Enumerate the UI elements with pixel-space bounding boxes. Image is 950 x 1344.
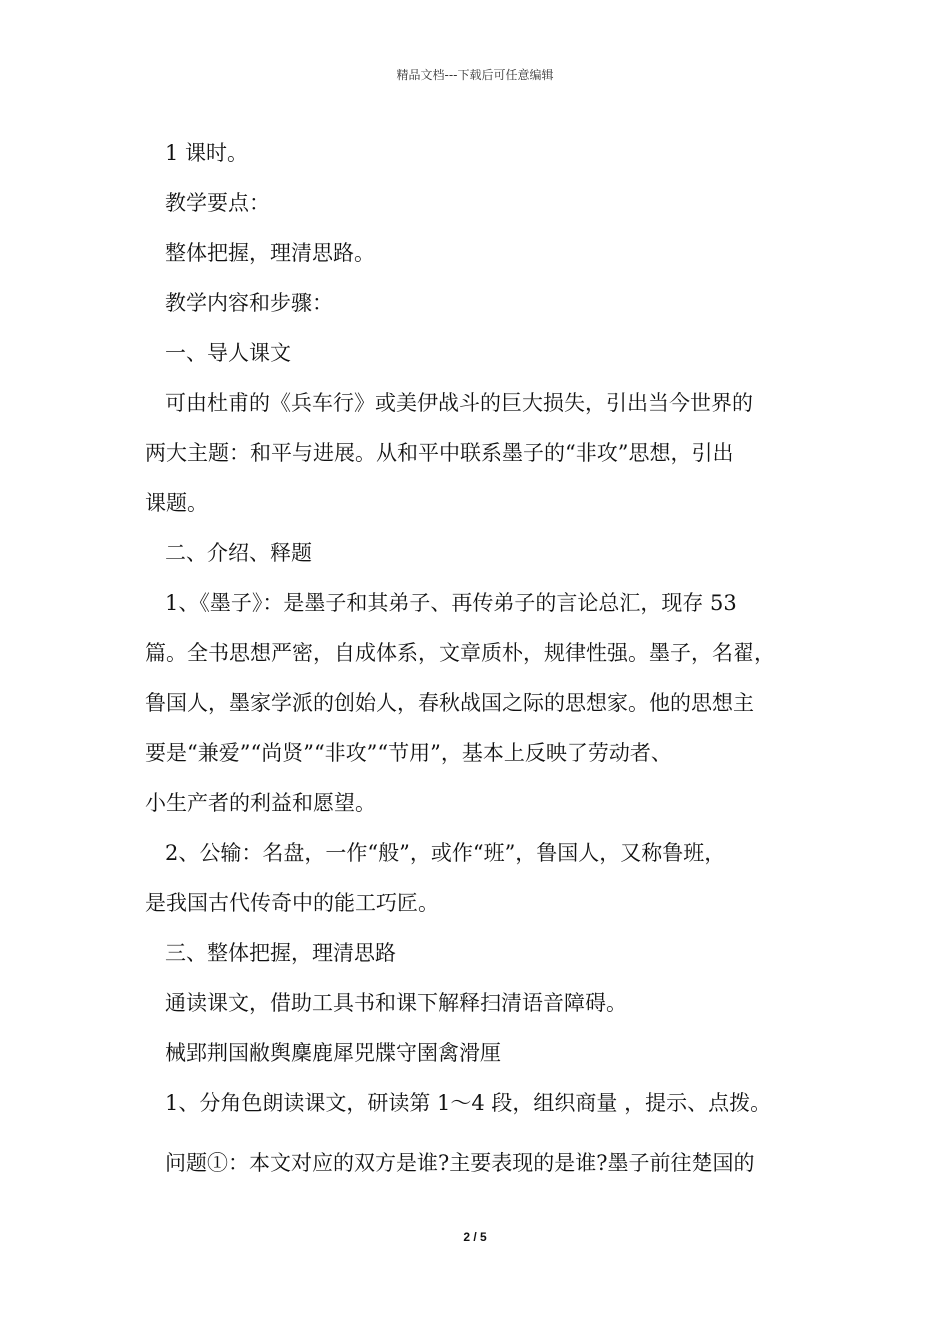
text-line: 整体把握，理清思路。 — [165, 241, 375, 265]
document-body — [145, 128, 825, 1188]
text-line: 小生产者的利益和愿望。 — [145, 791, 376, 815]
text-line: 1 课时。 — [165, 141, 249, 165]
text-line: 教学要点： — [165, 191, 270, 215]
text-line: 问题①：本文对应的双方是谁?主要表现的是谁?墨子前往楚国的 — [165, 1151, 755, 1175]
text-line: 教学内容和步骤： — [165, 291, 333, 315]
text-line: 1、《墨子》：是墨子和其弟子、再传弟子的言论总汇，现存 53 — [165, 591, 737, 615]
page-header: 精品文档---下载后可任意编辑 — [396, 68, 554, 82]
page-number: 2 / 5 — [463, 1230, 487, 1244]
text-line: 械郢荆国敝舆麇鹿犀兕牒守圉禽滑厘 — [165, 1041, 501, 1065]
text-line: 1、分角色朗读课文，研读第 1～4 段，组织商量 ，提示、点拨。 — [165, 1091, 772, 1115]
text-line: 两大主题：和平与进展。从和平中联系墨子的“非攻”思想，引出 — [145, 441, 734, 465]
text-line: 2、公输：名盘，一作“般”，或作“班”，鲁国人，又称鲁班， — [165, 841, 726, 865]
text-line: 课题。 — [145, 491, 208, 515]
text-line: 可由杜甫的《兵车行》或美伊战斗的巨大损失，引出当今世界的 — [165, 391, 753, 415]
text-line: 要是“兼爱”“尚贤”“非攻”“节用”，基本上反映了劳动者、 — [145, 741, 672, 765]
text-line: 是我国古代传奇中的能工巧匠。 — [145, 891, 439, 915]
section-heading: 三、整体把握，理清思路 — [165, 941, 396, 965]
section-heading: 一、导人课文 — [165, 341, 291, 365]
text-line: 鲁国人，墨家学派的创始人，春秋战国之际的思想家。他的思想主 — [145, 691, 754, 715]
section-heading: 二、介绍、释题 — [165, 541, 312, 565]
text-line: 通读课文，借助工具书和课下解释扫清语音障碍。 — [165, 991, 627, 1015]
text-line: 篇。全书思想严密，自成体系，文章质朴，规律性强。墨子，名翟， — [145, 641, 775, 665]
